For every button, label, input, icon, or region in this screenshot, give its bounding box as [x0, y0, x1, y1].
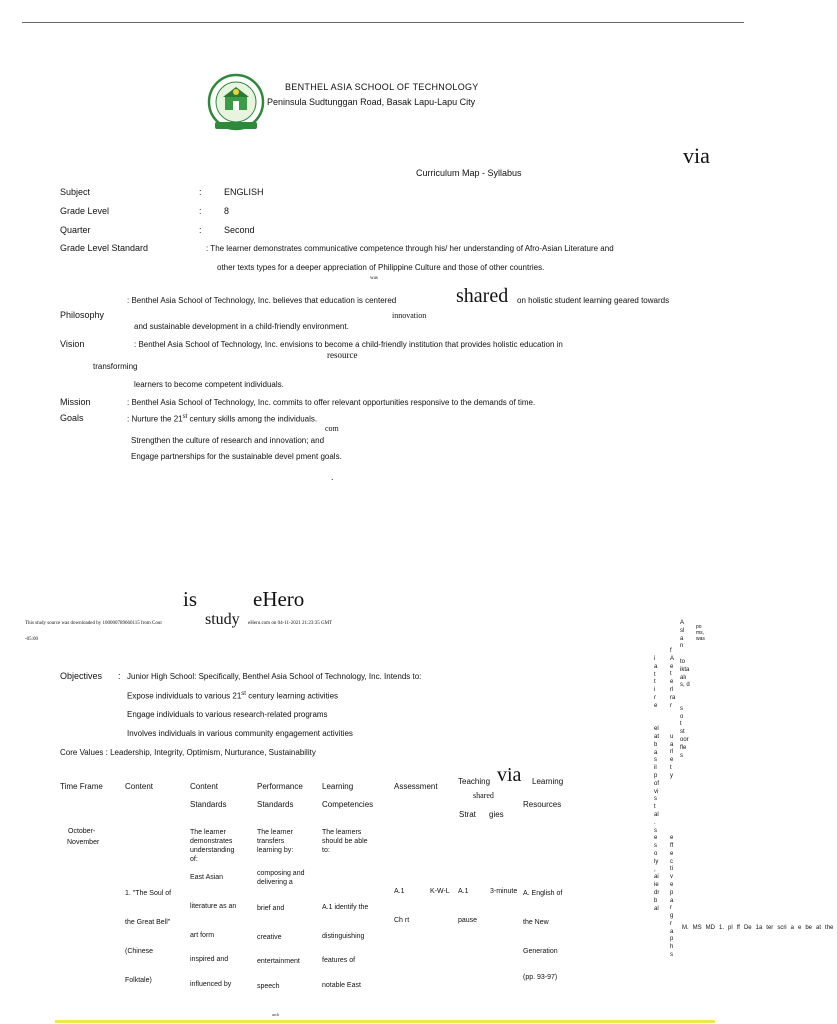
side-fragment: e	[670, 757, 674, 764]
side-bottom-label: a	[790, 925, 794, 931]
side-bottom-label: MD	[705, 925, 716, 931]
gls-line-2: other texts types for a deeper appreciation of Philippine Culture and those of other countries.	[217, 263, 545, 272]
document-title: Curriculum Map - Syllabus	[416, 168, 522, 178]
side-fragment: b	[654, 741, 658, 748]
side-fragment: s	[654, 843, 657, 850]
objectives-item-3: Involves individuals in various community engagement activities	[127, 729, 353, 738]
info-label-gls: Grade Level Standard	[60, 243, 149, 253]
side-bottom-label: pl	[728, 925, 733, 931]
mission-text: : Benthel Asia School of Technology, Inc. commits to offer relevant opportunities responsive to the demands of time.	[127, 398, 536, 407]
side-fragment: al	[654, 811, 659, 818]
row-assessment-1: A.1	[394, 888, 405, 895]
watermark-is: is	[183, 587, 198, 611]
goals-line2: Strengthen the culture of research and innovation; and	[131, 436, 325, 445]
side-fragment-col-d	[696, 624, 705, 642]
side-fragment: e	[670, 850, 674, 857]
goals-line1: : Nurture the 21st century skills among the individuals.	[127, 414, 318, 424]
side-fragment: o	[654, 850, 658, 857]
side-fragment: ra	[670, 694, 676, 701]
side-fragment	[680, 651, 690, 659]
side-fragment: c	[670, 858, 673, 865]
info-label-grade-level: Grade Level	[60, 206, 110, 216]
side-fragment: t	[654, 804, 656, 811]
row-minute: 3-minute	[490, 888, 518, 895]
th-learning-comp-2: Competencies	[322, 800, 374, 809]
th-teaching-2a: Strat	[459, 810, 476, 819]
mission-label: Mission	[60, 397, 91, 407]
th-learning-res-2: Resources	[523, 800, 562, 809]
row-assessment-2: Ch rt	[394, 917, 410, 924]
objectives-label: Objectives	[60, 671, 103, 681]
vision-line2: learners to become competent individuals.	[134, 380, 284, 389]
vision-label: Vision	[60, 339, 85, 349]
watermark-ehero: eHero	[253, 587, 305, 611]
side-fragment: ie	[654, 882, 659, 889]
th-teaching-shared: shared	[473, 791, 494, 800]
school-seal-logo	[207, 72, 265, 134]
row-content-standards: The learner demonstrates understanding of: East Asian literature as an art form inspired and influenced by	[190, 829, 237, 988]
side-fragment: A	[670, 655, 675, 662]
side-fragment: s	[680, 752, 683, 759]
side-fragment: t	[680, 721, 682, 728]
side-fragment: n	[680, 643, 684, 650]
row-learning-competencies: The learners should be able to: A.1 identify the distinguishing features of notable East	[322, 829, 369, 989]
objectives-intro: Junior High School: Specifically, Benthel Asia School of Technology, Inc. Intends to:	[127, 672, 422, 681]
side-fragment: o	[680, 713, 684, 720]
philosophy-innovation: innovation	[392, 311, 427, 320]
goals-dot: .	[331, 472, 334, 482]
side-bottom-label: scri	[777, 925, 787, 931]
side-fragment-col-c	[680, 620, 690, 760]
school-name: BENTHEL ASIA SCHOOL OF TECHNOLOGY	[285, 82, 479, 92]
side-fragment	[670, 781, 675, 789]
side-fragment: a	[670, 741, 674, 748]
side-fragment: was	[696, 636, 705, 642]
side-fragment: r	[670, 920, 672, 927]
th-content: Content	[125, 782, 154, 791]
side-fragment: il	[654, 765, 657, 772]
side-bottom-label: De	[743, 925, 752, 931]
side-fragment	[670, 827, 675, 835]
side-fragment: r	[670, 702, 672, 709]
row-teaching-2: pause	[458, 917, 478, 924]
side-fragment: rl	[670, 749, 674, 756]
side-fragment: a	[654, 749, 658, 756]
side-fragment: a	[670, 897, 674, 904]
side-fragment: po	[696, 624, 702, 630]
side-fragment: alı	[680, 674, 687, 681]
side-fragment: ,	[654, 866, 656, 873]
side-fragment: ikta	[680, 666, 690, 673]
th-content-standards-1: Content	[190, 782, 219, 791]
side-fragment: .	[654, 819, 656, 826]
download-source-prefix: This study source was downloaded by 100000789660115 from Cour	[25, 621, 163, 626]
side-fragment: s, d	[680, 682, 690, 689]
info-value-gls: : The learner demonstrates communicative competence through his/ her understanding of Afro-Asian Literature and	[206, 244, 614, 253]
side-fragment: e	[670, 881, 674, 888]
side-fragment: fle	[680, 744, 687, 751]
side-fragment: f	[670, 648, 672, 654]
side-fragment: a	[680, 635, 684, 642]
side-fragment: s	[680, 705, 683, 712]
side-fragment: i	[654, 687, 656, 694]
side-fragment: t	[654, 679, 656, 686]
side-bottom-label: at	[816, 925, 822, 931]
side-fragment: ti	[670, 866, 673, 873]
side-fragment: to	[680, 658, 686, 665]
side-fragment: r	[670, 905, 672, 912]
info-value-subject: ENGLISH	[224, 187, 264, 197]
side-fragment	[680, 690, 690, 698]
info-colon-grade-level: :	[199, 206, 202, 216]
watermark-via-top: via	[683, 143, 710, 168]
philosophy-label: Philosophy	[60, 310, 105, 320]
side-fragment: el	[654, 726, 659, 733]
side-fragment: ms,	[696, 630, 705, 636]
row-learning-resources: A. English of the New Generation (pp. 93-97)	[523, 890, 563, 981]
side-bottom-label: MS	[692, 925, 702, 931]
side-fragment: s	[654, 827, 657, 834]
side-fragment: vi	[654, 788, 659, 795]
watermark-via-table: via	[497, 764, 522, 786]
side-bottom-label: ff	[736, 925, 740, 931]
side-fragment-col-a	[654, 656, 659, 913]
side-fragment: st	[680, 729, 685, 736]
side-fragment	[654, 718, 659, 726]
row-performance-standards: The learner transfers learning by: composing and delivering a brief and creative entertainment speech	[257, 829, 305, 990]
side-fragment	[670, 710, 675, 718]
info-label-quarter: Quarter	[60, 225, 91, 235]
side-fragment: r	[654, 694, 656, 701]
side-fragment: p	[654, 772, 658, 779]
side-fragment: e	[670, 679, 674, 686]
info-value-quarter: Second	[224, 225, 255, 235]
watermark-study: study	[205, 611, 240, 628]
side-fragment: e	[654, 835, 658, 842]
small-arch: arch	[272, 1012, 279, 1017]
side-fragment	[680, 698, 690, 706]
side-fragment: u	[670, 733, 674, 740]
th-performance-2: Standards	[257, 800, 294, 809]
objectives-item-2: Engage individuals to various research-related programs	[127, 710, 328, 719]
side-fragment: s	[654, 757, 657, 764]
side-fragment: ff	[670, 842, 674, 849]
goals-label: Goals	[60, 413, 84, 423]
side-fragment: i	[654, 656, 656, 662]
side-fragment: ai	[654, 874, 659, 881]
goals-com: com	[325, 424, 339, 433]
side-fragment: dr	[654, 889, 660, 896]
side-fragment: s	[670, 952, 673, 959]
th-assessment: Assessment	[394, 782, 438, 791]
side-fragment: al	[654, 905, 659, 912]
watermark-shared: shared	[456, 285, 509, 307]
vision-resource: resource	[327, 350, 358, 360]
top-rule	[22, 22, 744, 23]
side-fragment: t	[670, 671, 672, 678]
download-source-suffix: eHero.com on 04-11-2021 21:23:35 GMT	[248, 621, 333, 626]
side-fragment: A	[680, 620, 685, 626]
side-fragment: p	[670, 936, 674, 943]
side-bottom-label: 1a	[755, 925, 763, 931]
side-fragment: a	[670, 928, 674, 935]
philosophy-line1a: : Benthel Asia School of Technology, Inc. believes that education is centered	[127, 296, 397, 305]
row-time-frame-2: November	[67, 839, 100, 846]
info-label-subject: Subject	[60, 187, 91, 197]
core-values: Core Values : Leadership, Integrity, Optimism, Nurturance, Sustainability	[60, 748, 316, 757]
row-content: 1. "The Soul of the Great Bell" (Chinese Folktale)	[125, 890, 172, 984]
objectives-colon: :	[118, 671, 121, 681]
side-fragment: e	[670, 835, 674, 842]
side-fragment	[670, 796, 675, 804]
row-teaching-1: A.1	[458, 888, 469, 895]
row-time-frame-1: October-	[68, 828, 96, 835]
gls-small-was: was	[370, 276, 378, 281]
side-fragment: sl	[680, 627, 685, 634]
highlight-rule	[55, 1020, 715, 1023]
side-fragment: t	[670, 764, 672, 771]
side-fragment	[670, 804, 675, 812]
side-bottom-label: the	[825, 925, 834, 931]
side-bottom-label: e	[798, 925, 802, 931]
download-timezone: -05:00	[25, 637, 39, 642]
side-fragment	[670, 820, 675, 828]
side-fragment	[670, 726, 675, 734]
philosophy-line2: and sustainable development in a child-friendly environment.	[134, 322, 349, 331]
side-fragment: v	[670, 874, 673, 881]
side-fragment	[670, 788, 675, 796]
side-fragment	[670, 718, 675, 726]
side-fragment: of	[654, 780, 660, 787]
th-teaching-1: Teaching	[458, 777, 491, 786]
side-bottom-label: M.	[682, 925, 689, 931]
vision-transforming: transforming	[93, 362, 138, 371]
th-teaching-2b: gies	[489, 810, 504, 819]
info-colon-subject: :	[199, 187, 202, 197]
side-fragment: b	[654, 897, 658, 904]
info-colon-quarter: :	[199, 225, 202, 235]
school-address: Peninsula Sudtunggan Road, Basak Lapu-Lapu City	[267, 97, 476, 107]
th-content-standards-2: Standards	[190, 800, 227, 809]
philosophy-line1b: on holistic student learning geared towards	[517, 296, 670, 305]
side-fragment: oor	[680, 736, 689, 743]
side-fragment: y	[670, 772, 673, 779]
th-learning-res-1: Learning	[532, 777, 564, 786]
th-learning-comp-1: Learning	[322, 782, 354, 791]
goals-line3: Engage partnerships for the sustainable devel pment goals.	[131, 452, 342, 461]
th-time-frame: Time Frame	[60, 782, 103, 791]
side-fragment-col-b	[670, 648, 675, 960]
side-fragment: h	[670, 944, 674, 951]
side-fragment: rl	[670, 686, 674, 693]
side-bottom-label: be	[805, 925, 813, 931]
row-kwl: K-W-L	[430, 888, 450, 895]
side-fragment: e	[654, 702, 658, 709]
side-fragment	[654, 711, 659, 719]
side-bottom-label: 1.	[719, 925, 725, 931]
side-fragment: g	[670, 913, 674, 920]
side-fragment: p	[670, 889, 674, 896]
side-fragment: s	[654, 796, 657, 803]
side-fragment-bottom	[682, 925, 834, 932]
objectives-item-1: Expose individuals to various 21st century learning activities	[127, 691, 339, 701]
side-fragment: at	[654, 733, 660, 740]
side-fragment: t	[654, 671, 656, 678]
th-performance-1: Performance	[257, 782, 303, 791]
vision-line1: : Benthel Asia School of Technology, Inc. envisions to become a child-friendly institution that provides holistic education in	[134, 340, 563, 349]
info-value-grade-level: 8	[224, 206, 230, 216]
side-fragment: ly	[654, 858, 659, 865]
side-fragment: e	[670, 663, 674, 670]
side-fragment: a	[654, 663, 658, 670]
side-bottom-label: ter	[766, 925, 774, 931]
side-fragment	[670, 812, 675, 820]
